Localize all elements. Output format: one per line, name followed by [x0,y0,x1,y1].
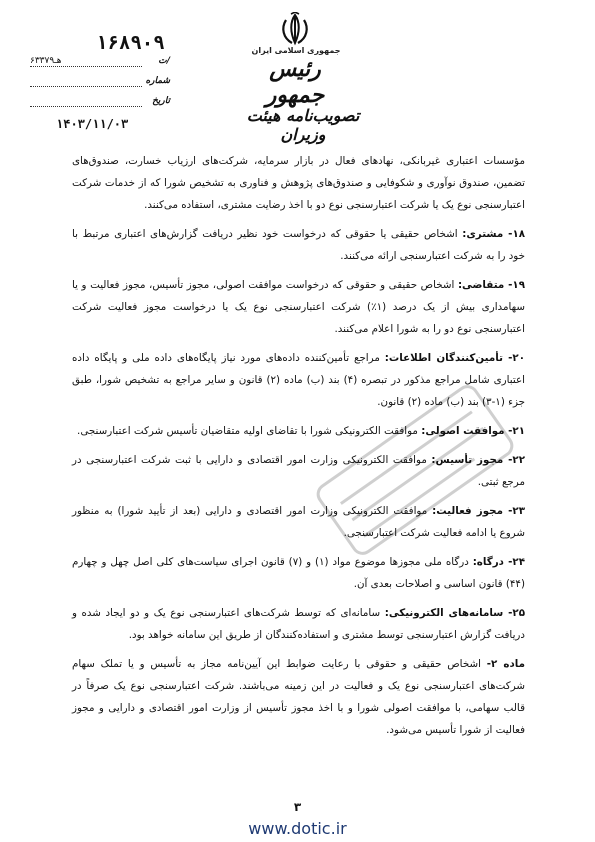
paragraph [72,551,525,595]
approval-title: تصویب‌نامه هیئت وزیران [246,106,360,144]
paragraph-text: موافقت الکترونیکی وزارت امور اقتصادی و دارایی (بعد از تأیید شورا) به منظور شروع یا ادامه فعالیت شرکت اعتبارسنجی. [72,505,525,539]
paragraph-text: اشخاص حقیقی و حقوقی با رعایت ضوابط این آیین‌نامه مجاز به تأسیس و یا تملک سهام شرکت‌های اعتبارسنجی نوع یک و فعالیت در این زمینه می‌باشند. شرکت اعتبارسنجی نوع یک صرفاً در قالب سهامی، با موافقت اصولی شورا و با اخذ مجوز تأسیس از وزارت امور اقتصادی و دارایی و مجوز فعالیت از شورا تأسیس می‌شود. [72,658,525,736]
paragraph-text: اشخاص حقیقی و حقوقی که درخواست موافقت اصولی، مجوز تأسیس، مجوز فعالیت و یا سهامداری بیش از یک درصد (۱٪) شرکت اعتبارسنجی نوع یک یا درخواست مجوز فعالیت شرکت اعتبارسنجی نوع دو را به شورا اعلام می‌کنند. [72,279,525,335]
footer-website-link[interactable]: www.dotic.ir [248,819,347,838]
paragraph-term: ۲۱- موافقت اصولی: [421,425,525,437]
paragraph-term: ۲۵- سامانه‌های الکترونیکی: [384,607,525,619]
paragraph-text: درگاه ملی مجوزها موضوع مواد (۱) و (۷) قانون اجرای سیاست‌های کلی اصل چهل و چهارم (۴۴) قانون اساسی و اصلاحات بعدی آن. [72,556,525,590]
paragraph-term: ۲۴- درگاه: [472,556,525,568]
paragraph [72,449,525,493]
republic-title: جمهوری اسلامی ایران [251,46,341,55]
paragraph-term: ماده ۲- [486,658,525,670]
paragraph [72,274,525,340]
paragraph [72,500,525,544]
paragraph [72,150,525,216]
paragraph-text: موافقت الکترونیکی وزارت امور اقتصادی و دارایی با ثبت شرکت اعتبارسنجی در مرجع ثبتی. [72,454,525,488]
paragraph [72,602,525,646]
date-label: تاریخ [152,96,170,106]
date-dotted-line [30,106,142,107]
president-title: رئیس جمهور [265,56,325,108]
paragraph-text: موافقت الکترونیکی شورا با تقاضای اولیه متقاضیان تأسیس شرکت اعتبارسنجی. [77,425,422,437]
reference-row [30,56,170,70]
paragraph-term: ۱۸- مشتری: [462,228,526,240]
reference-dotted-line [30,66,142,67]
handwritten-date: ۱۴۰۳/۱۱/۰۳ [56,117,129,131]
paragraph-text: مراجع تأمین‌کننده داده‌های مورد نیاز پایگاه‌های داده ملی و پایگاه داده اعتباری شامل مراجع مذکور در تبصره (۴) بند (ب) ماده (۲) قانون و سایر مراجع به تشخیص شورا، طبق جزء (۱-۳) بند (ب) ماده (۲) قانون. [72,352,525,408]
paragraph-term: ۱۹- متقاضی: [457,279,525,291]
paragraph [72,420,525,442]
number-dotted-line [30,86,142,87]
paragraph-text: مؤسسات اعتباری غیربانکی، نهادهای فعال در بازار سرمایه، شرکت‌های ارزیاب خسارت، صندوق‌های تضمین، صندوق نوآوری و شکوفایی و صندوق‌های پژوهش و فناوری به تشخیص شورا که از خدمات شرکت اعتبارسنجی نوع یک یا شرکت اعتبارسنجی نوع دو با اخذ رضایت مشتری، استفاده می‌کنند. [72,155,525,211]
reference-label: /ت [158,56,170,66]
number-row [30,76,170,90]
paragraph [72,223,525,267]
paragraph-text: سامانه‌ای که توسط شرکت‌های اعتبارسنجی نوع یک و دو ایجاد شده و دریافت گزارش اعتبارسنجی توسط مشتری و استفاده‌کنندگان از طریق این سامانه خواهد بود. [72,607,525,641]
reference-value: ۶۳۳۷۹هـ [30,56,62,66]
paragraph [72,347,525,413]
paragraph-term: ۲۳- مجوز فعالیت: [432,505,525,517]
paragraph [72,653,525,741]
page-number: ۳ [293,800,302,814]
iran-emblem-icon [280,12,310,46]
paragraph-text: اشخاص حقیقی یا حقوقی که درخواست خود نظیر دریافت گزارش‌های اعتباری مرتبط با خود را به شرکت اعتبارسنجی ارائه می‌کنند. [72,228,525,262]
number-label: شماره [145,76,170,86]
paragraph-term: ۲۰- تأمین‌کنندگان اطلاعات: [384,352,525,364]
document-body [72,150,525,748]
handwritten-number: ۱۶۸۹۰۹ [96,32,165,54]
paragraph-term: ۲۲- مجوز تأسیس: [431,454,525,466]
date-row [30,96,170,110]
